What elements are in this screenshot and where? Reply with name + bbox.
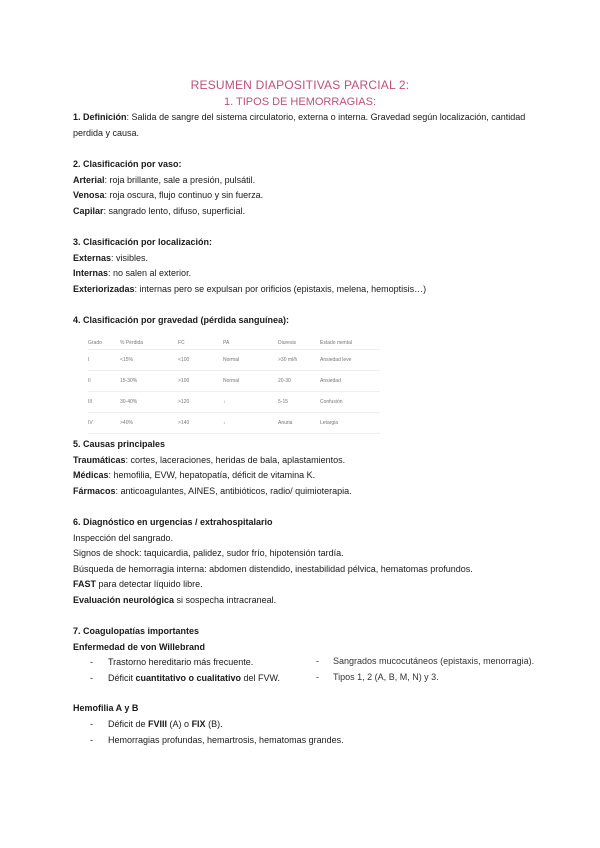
section-diagnostico [73, 515, 533, 609]
localizacion-item: Exteriorizadas: internas pero se expulsan por orificios (epistaxis, melena, hemoptisis…) [73, 283, 427, 294]
list-item: - Déficit de FVIII (A) o FIX (B). [73, 717, 533, 733]
causa-item: Médicas: hemofilia, EVW, hepatopatía, déficit de vitamina K. [73, 470, 316, 481]
diagnostico-line: Búsqueda de hemorragia interna: abdomen distendido, inestabilidad pélvica, hematomas profundos. [73, 563, 473, 574]
section-clasificacion-localizacion [73, 235, 533, 297]
localizacion-item: Externas: visibles. [73, 252, 149, 263]
list-item: - Sangrados mucocutáneos (epistaxis, menorragia). [316, 654, 534, 670]
table-row: I <15% <100 Normal >30 ml/h Ansiedad leve [88, 350, 380, 371]
vaso-item: Capilar: sangrado lento, difuso, superficial. [73, 205, 246, 216]
section-clasificacion-gravedad [73, 313, 533, 329]
hemofilia-list [73, 717, 533, 748]
table-row: III 30-40% >120 ↓ 5-15 Confusión [88, 392, 380, 413]
definicion-label: Definición [83, 112, 127, 122]
section-causas [73, 437, 533, 499]
definicion-paragraph [73, 110, 533, 141]
diagnostico-line: Inspección del sangrado. [73, 532, 174, 543]
causa-item: Traumáticas: cortes, laceraciones, heridas de bala, aplastamientos. [73, 454, 346, 465]
definicion-text: : Salida de sangre del sistema circulatorio, externa o interna. Gravedad según localización, cantidad perdida y causa. [73, 112, 526, 138]
table-row: II 15-30% >100 Normal 20-30 Ansiedad [88, 371, 380, 392]
list-item: - Hemorragias profundas, hemartrosis, hematomas grandes. [73, 733, 533, 749]
diagnostico-line: Signos de shock: taquicardia, palidez, sudor frío, hipotensión tardía. [73, 548, 344, 559]
hemofilia-title: Hemofilia A y B [73, 703, 139, 714]
vw-second-column [316, 654, 534, 685]
diagnostico-line: Evaluación neurológica si sospecha intracraneal. [73, 594, 277, 605]
table-row: IV >40% >140 ↓ Anuria Letargia [88, 413, 380, 434]
definicion-number: 1. [73, 112, 81, 122]
section-coagulopatias [73, 624, 533, 748]
section-heading: 4. Clasificación por gravedad (pérdida sanguínea): [73, 315, 290, 325]
diagnostico-line: FAST para detectar líquido libre. [73, 579, 203, 590]
section-heading: 2. Clasificación por vaso: [73, 159, 182, 169]
section-clasificacion-vaso [73, 157, 533, 219]
vw-title: Enfermedad de von Willebrand [73, 641, 205, 652]
list-item: - Trastorno hereditario más frecuente. [73, 655, 533, 671]
section-heading: 7. Coagulopatías importantes [73, 626, 200, 636]
section-heading: 5. Causas principales [73, 439, 166, 449]
vaso-item: Arterial: roja brillante, sale a presión, pulsátil. [73, 174, 256, 185]
section-definicion [73, 110, 533, 141]
gravedad-table [88, 337, 380, 434]
vw-list-secondary [316, 654, 534, 685]
table-header-row: Grado % Pérdida FC PA Diuresis Estado mental [88, 337, 380, 350]
document-subtitle: 1. TIPOS DE HEMORRAGIAS: [224, 96, 376, 108]
section-heading: 3. Clasificación por localización: [73, 237, 213, 247]
localizacion-item: Internas: no salen al exterior. [73, 268, 192, 279]
causa-item: Fármacos: anticoagulantes, AINES, antibióticos, radio/ quimioterapia. [73, 485, 352, 496]
document-title: RESUMEN DIAPOSITIVAS PARCIAL 2: [190, 78, 410, 92]
list-item: - Tipos 1, 2 (A, B, M, N) y 3. [316, 670, 534, 686]
list-item: - Déficit cuantitativo o cualitativo del FVW. [73, 671, 533, 687]
section-heading: 6. Diagnóstico en urgencias / extrahospitalario [73, 517, 273, 527]
vaso-item: Venosa: roja oscura, flujo continuo y sin fuerza. [73, 190, 264, 201]
